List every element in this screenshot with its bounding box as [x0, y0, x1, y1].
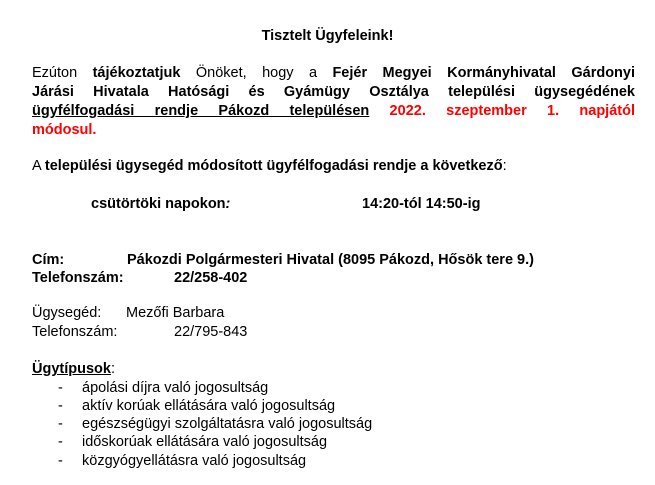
- intro-text: , hogy a: [242, 65, 333, 81]
- agent-name: Mezőfi Barbara: [126, 305, 225, 321]
- intro-line-2: [32, 83, 635, 102]
- case-type-text: közgyógyellátásra való jogosultság: [82, 453, 307, 469]
- intro-bold-text: tájékoztatjuk: [92, 65, 181, 81]
- schedule-day-label: csütörtöki napokon: [91, 196, 226, 212]
- intro-text: Önöket: [180, 65, 243, 81]
- office-phone-label: Telefonszám:: [32, 270, 124, 286]
- office-name: Fejér Megyei Kormányhivatal Gárdonyi: [332, 65, 636, 81]
- case-types-colon: :: [110, 361, 115, 377]
- schedule-day-colon: :: [225, 196, 231, 212]
- schedule-intro-text: A: [32, 158, 45, 174]
- change-notice: módosul.: [32, 122, 97, 138]
- case-type-text: ápolási díjra való jogosultság: [82, 380, 269, 396]
- agent-phone-value: 22/795-843: [174, 324, 248, 340]
- schedule-intro-colon: :: [502, 158, 507, 174]
- case-types-heading: [32, 360, 115, 379]
- office-department: Járási Hivatala Hatósági és Gyámügy Osztálya települési ügysegédének: [32, 84, 635, 100]
- dash-bullet-icon: -: [58, 434, 63, 450]
- dash-bullet-icon: -: [58, 416, 63, 432]
- page-title: Tisztelt Ügyfeleink!: [261, 28, 394, 44]
- intro-line-4: [32, 121, 635, 140]
- intro-text: Ezúton: [32, 65, 93, 81]
- case-types-title: Ügytípusok: [32, 361, 111, 377]
- dash-bullet-icon: -: [58, 380, 63, 396]
- intro-paragraph: [32, 64, 635, 140]
- case-type-text: időskorúak ellátására való jogosultság: [82, 434, 328, 450]
- dash-bullet-icon: -: [58, 398, 63, 414]
- effective-date: 2022. szeptember 1. napjától: [369, 103, 635, 119]
- schedule-intro: [32, 157, 507, 176]
- office-phone-value: 22/258-402: [174, 270, 248, 286]
- intro-line-1: [32, 64, 635, 83]
- schedule-time: 14:20-tól 14:50-ig: [362, 196, 481, 212]
- case-type-text: egészségügyi szolgáltatásra való jogosultság: [82, 416, 373, 432]
- intro-line-3: [32, 102, 635, 121]
- schedule-day: [91, 195, 230, 214]
- schedule-intro-bold: települési ügysegéd módosított ügyfélfogadási rendje a következő: [44, 158, 503, 174]
- agent-label: Ügysegéd:: [32, 305, 102, 321]
- address-value: Pákozdi Polgármesteri Hivatal (8095 Pákozd, Hősök tere 9.): [127, 252, 534, 268]
- case-type-text: aktív korúak ellátására való jogosultság: [82, 398, 336, 414]
- address-label: Cím:: [32, 252, 65, 268]
- dash-bullet-icon: -: [58, 453, 63, 469]
- agent-phone-label: Telefonszám:: [32, 324, 118, 340]
- underlined-schedule-text: ügyfélfogadási rendje Pákozd településen: [32, 103, 370, 119]
